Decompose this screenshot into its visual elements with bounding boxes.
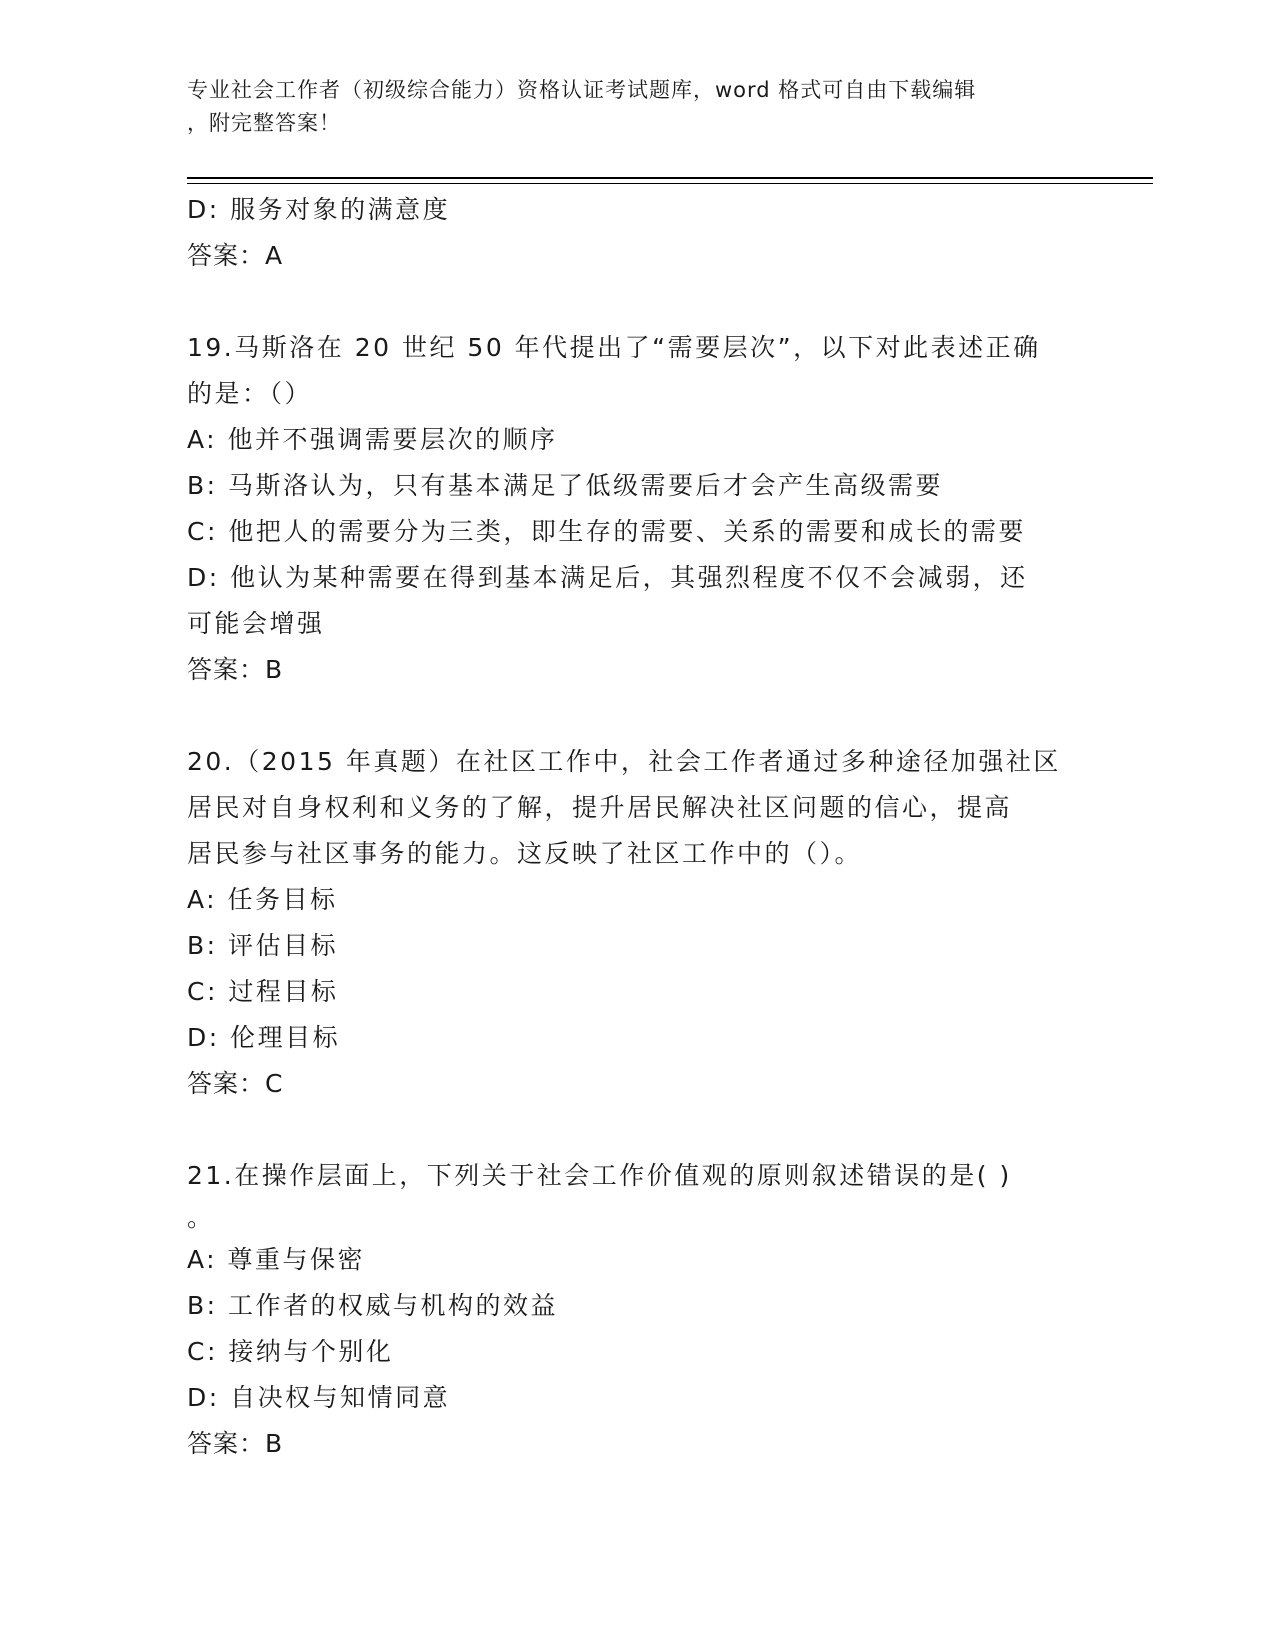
question-stem: 21.在操作层面上，下列关于社会工作价值观的原则叙述错误的是( ) — [187, 1161, 1012, 1190]
option-b: B: 工作者的权威与机构的效益 — [187, 1291, 559, 1320]
spacer — [187, 693, 1087, 739]
question-19 — [187, 325, 1087, 693]
question-list — [187, 187, 1087, 1467]
answer-label: 答案：B — [187, 655, 284, 684]
spacer — [187, 279, 1087, 325]
option-d: D: 他认为某种需要在得到基本满足后，其强烈程度不仅不会减弱，还 — [187, 563, 1028, 592]
question-20 — [187, 739, 1087, 1107]
option-a: A: 任务目标 — [187, 885, 338, 914]
header-title-line: 专业社会工作者（初级综合能力）资格认证考试题库，word 格式可自由下载编辑 — [187, 78, 977, 102]
question-stem-continuation: 居民对自身权利和义务的了解，提升居民解决社区问题的信心，提高 — [187, 793, 1013, 822]
header-divider-thick — [187, 177, 1153, 179]
option-c: C: 他把人的需要分为三类，即生存的需要、关系的需要和成长的需要 — [187, 517, 1026, 546]
question-stem-continuation: 的是：（） — [187, 379, 313, 408]
option-c: C: 过程目标 — [187, 977, 339, 1006]
header-divider-thin — [187, 183, 1153, 184]
option-a: A: 他并不强调需要层次的顺序 — [187, 425, 558, 454]
question-stem: 20.（2015 年真题）在社区工作中，社会工作者通过多种途径加强社区 — [187, 747, 1061, 776]
question-stem-continuation: 居民参与社区事务的能力。这反映了社区工作中的（）。 — [187, 839, 863, 868]
option-b: B: 马斯洛认为，只有基本满足了低级需要后才会产生高级需要 — [187, 471, 944, 500]
spacer — [187, 1107, 1087, 1153]
answer-label: 答案：B — [187, 1429, 284, 1458]
option-d: D: 伦理目标 — [187, 1023, 341, 1052]
header-title-continuation: ，附完整答案！ — [187, 111, 341, 135]
option-d: D: 服务对象的满意度 — [187, 195, 451, 224]
option-c: C: 接纳与个别化 — [187, 1337, 394, 1366]
question-21 — [187, 1153, 1087, 1467]
question-18 — [187, 187, 1087, 279]
option-b: B: 评估目标 — [187, 931, 339, 960]
option-d: D: 自决权与知情同意 — [187, 1383, 451, 1412]
answer-label: 答案：A — [187, 241, 284, 270]
question-stem: 19.马斯洛在 20 世纪 50 年代提出了“需要层次”，以下对此表述正确 — [187, 333, 1041, 362]
page-header — [187, 74, 1067, 140]
question-stem-continuation: 。 — [187, 1203, 215, 1232]
option-a: A: 尊重与保密 — [187, 1245, 366, 1274]
answer-label: 答案：C — [187, 1069, 284, 1098]
option-d-continuation: 可能会增强 — [187, 609, 325, 638]
